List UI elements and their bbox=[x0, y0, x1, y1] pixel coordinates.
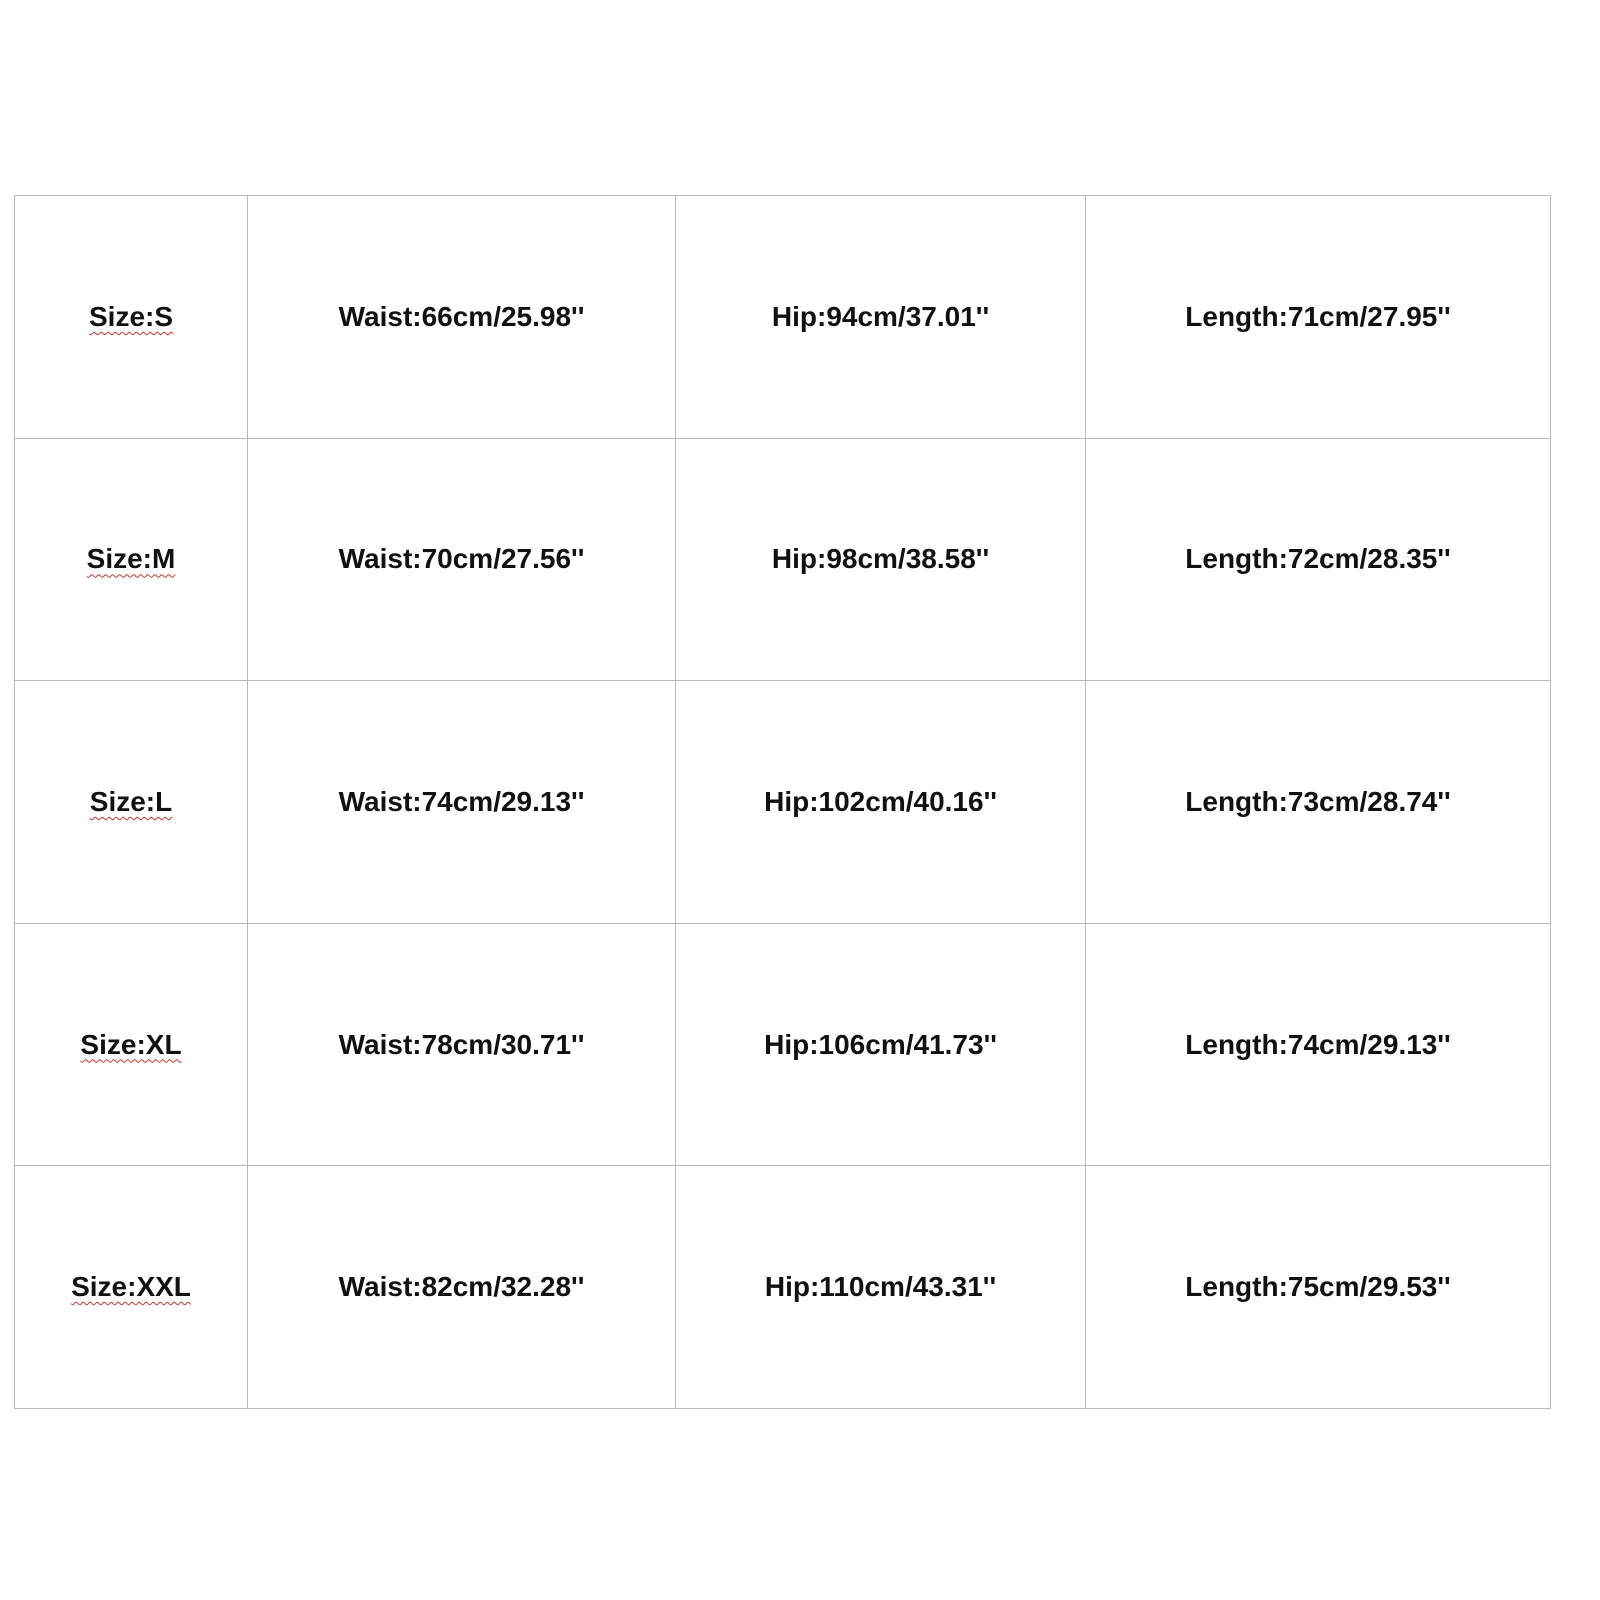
hip-cell: Hip:110cm/43.31'' bbox=[676, 1166, 1086, 1409]
size-label: Size:L bbox=[89, 785, 173, 817]
size-chart-table bbox=[14, 195, 1551, 1409]
hip-cell: Hip:94cm/37.01'' bbox=[676, 196, 1086, 439]
table-row bbox=[15, 1166, 1551, 1409]
length-cell: Length:72cm/28.35'' bbox=[1086, 438, 1551, 681]
table-row bbox=[15, 196, 1551, 439]
size-cell bbox=[15, 196, 248, 439]
waist-cell: Waist:70cm/27.56'' bbox=[248, 438, 676, 681]
waist-cell: Waist:78cm/30.71'' bbox=[248, 923, 676, 1166]
size-cell bbox=[15, 1166, 248, 1409]
length-cell: Length:74cm/29.13'' bbox=[1086, 923, 1551, 1166]
length-cell: Length:73cm/28.74'' bbox=[1086, 681, 1551, 924]
table-row bbox=[15, 923, 1551, 1166]
size-cell bbox=[15, 438, 248, 681]
length-cell: Length:75cm/29.53'' bbox=[1086, 1166, 1551, 1409]
table-row bbox=[15, 438, 1551, 681]
table-row bbox=[15, 681, 1551, 924]
size-label: Size:XL bbox=[80, 1028, 182, 1060]
hip-cell: Hip:106cm/41.73'' bbox=[676, 923, 1086, 1166]
size-label: Size:M bbox=[86, 543, 176, 575]
size-cell bbox=[15, 923, 248, 1166]
size-cell bbox=[15, 681, 248, 924]
waist-cell: Waist:82cm/32.28'' bbox=[248, 1166, 676, 1409]
hip-cell: Hip:102cm/40.16'' bbox=[676, 681, 1086, 924]
size-label: Size:S bbox=[88, 300, 174, 332]
hip-cell: Hip:98cm/38.58'' bbox=[676, 438, 1086, 681]
size-label: Size:XXL bbox=[71, 1271, 191, 1303]
length-cell: Length:71cm/27.95'' bbox=[1086, 196, 1551, 439]
waist-cell: Waist:66cm/25.98'' bbox=[248, 196, 676, 439]
waist-cell: Waist:74cm/29.13'' bbox=[248, 681, 676, 924]
